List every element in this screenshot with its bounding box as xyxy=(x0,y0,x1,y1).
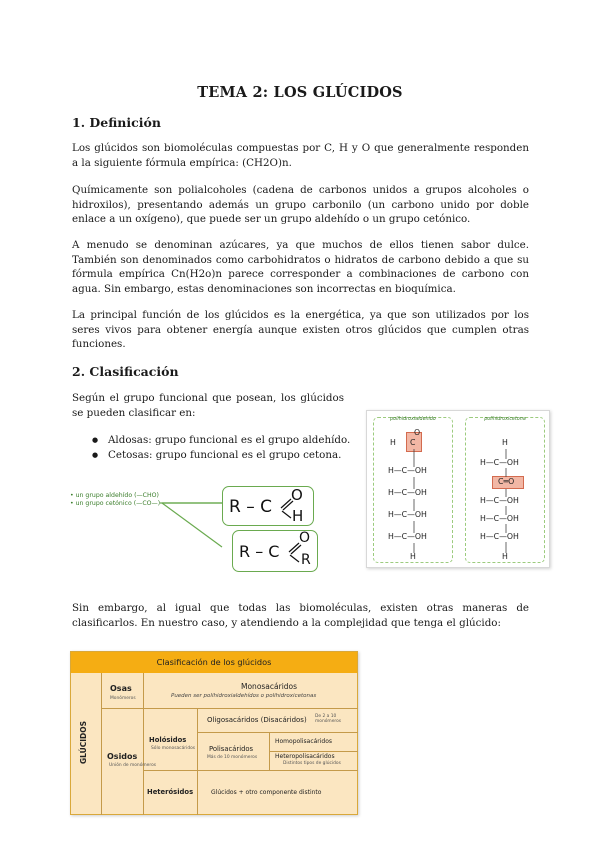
ketone-group-label: • un grupo cetónico (—CO—) xyxy=(70,500,161,507)
paragraph-chemistry: Químicamente son polialcoholes (cadena de carbonos unidos a grupos alcoholes o hidroxilos), presentando además un grupo carbonilo (un carbono unido por doble enlace a un oxígeno), que puede ser un grupo aldehído o un grupo cetónico. xyxy=(72,184,529,226)
chain-row: H—C—OH xyxy=(480,458,519,467)
atom-r-group: R xyxy=(301,552,311,568)
osidos-sub: Unión de monómeros xyxy=(109,763,157,768)
chain-row: H—C—OH xyxy=(480,496,519,505)
section-heading-definicion: 1. Definición xyxy=(72,115,161,130)
classification-list xyxy=(92,433,350,463)
holosidos-label: Holósidos xyxy=(149,736,187,744)
chain-row: H—C—OH xyxy=(480,514,519,523)
chain-row: H—C—OH xyxy=(388,466,427,475)
list-item: ● Cetosas: grupo funcional es el grupo cetona. xyxy=(92,448,350,463)
monosacaridos-label: Monosacáridos xyxy=(241,682,298,691)
oligosacaridos-note: De 2 a 10 monómeros xyxy=(315,714,342,724)
polisacaridos-sub: Más de 10 monómeros xyxy=(207,755,258,760)
aldose-backbone xyxy=(374,418,454,564)
monosacaridos-sub: Pueden ser polihidroxialdehídos o polihidroxicetonas xyxy=(171,693,317,699)
paragraph-function: La principal función de los glúcidos es la energética, ya que son utilizados por los seres vivos para obtener energía aunque existen otros glúcidos que cumplen otras funciones. xyxy=(72,309,529,351)
aldehyde-box xyxy=(222,486,314,526)
oligosacaridos-label: Oligosacáridos (Disacáridos) xyxy=(207,716,307,724)
divider xyxy=(143,770,358,771)
atom-oxygen: O xyxy=(299,530,311,546)
chain-row: H—C—OH xyxy=(388,510,427,519)
atom-o: O xyxy=(414,428,421,437)
table-header: Clasificación de los glúcidos xyxy=(71,652,357,673)
molecule-structure-figure xyxy=(366,410,550,568)
atom-oxygen: O xyxy=(291,486,303,504)
osas-label: Osas xyxy=(110,684,132,693)
hetero-sub: Distintos tipos de glúcidos xyxy=(283,761,341,766)
atom-hydrogen: H xyxy=(292,507,304,525)
osas-sub: Monómeros xyxy=(110,696,136,701)
atom-h: H xyxy=(502,552,508,561)
osidos-label: Osidos xyxy=(107,752,138,761)
chain-row: H—C—OH xyxy=(388,532,427,541)
ketose-backbone xyxy=(466,418,546,564)
divider xyxy=(143,673,144,815)
side-label: GLÚCIDOS xyxy=(79,720,88,764)
homopolisacaridos-label: Homopolisacáridos xyxy=(275,738,333,745)
ketose-panel xyxy=(465,417,545,563)
document-title: TEMA 2: LOS GLÚCIDOS xyxy=(197,84,403,101)
chain-row: H—C—OH xyxy=(388,488,427,497)
classification-table xyxy=(70,651,358,815)
aldehyde-formula: R – C xyxy=(229,497,272,517)
divider xyxy=(197,708,198,815)
atom-h: H xyxy=(502,438,508,447)
carbonyl-group: C═O xyxy=(498,477,515,486)
atom-c: C xyxy=(410,438,416,447)
list-item: ● Aldosas: grupo funcional es el grupo aldehído. xyxy=(92,433,350,448)
paragraph-names: A menudo se denominan azúcares, ya que muchos de ellos tienen sabor dulce. También son denominados como carbohidratos o hidratos de carbono debido a que su fórmula empírica Cn(H2o)n parece corresponder a combinaciones de carbono con agua. Sin embargo, estas denominaciones son incorrectas en bioquímica. xyxy=(72,239,529,295)
heteropolisacaridos-label: Heteropolisacáridos xyxy=(275,753,335,760)
aldose-panel xyxy=(373,417,453,563)
atom-h: H xyxy=(390,438,396,447)
ketone-formula: R – C xyxy=(239,542,280,561)
divider xyxy=(197,732,358,733)
aldose-header: polihidroxialdehído xyxy=(390,417,436,422)
ketone-box xyxy=(232,530,318,572)
heterosidos-desc: Glúcidos + otro componente distinto xyxy=(211,789,322,796)
holosidos-sub: Sólo monosacáridos xyxy=(151,746,196,751)
functional-group-figure xyxy=(70,484,320,576)
polisacaridos-label: Polisacáridos xyxy=(209,745,254,753)
aldehyde-group-label: • un grupo aldehído (—CHO) xyxy=(70,492,159,499)
divider xyxy=(269,751,358,752)
chain-row: H—C—OH xyxy=(480,532,519,541)
paragraph-classification-intro: Según el grupo funcional que posean, los glúcidos se pueden clasificar en: xyxy=(72,392,344,419)
section-heading-clasificacion: 2. Clasificación xyxy=(72,364,179,379)
divider xyxy=(101,708,358,709)
ketose-header: polihidroxicetona xyxy=(484,417,526,422)
divider xyxy=(101,673,102,815)
paragraph-complexity: Sin embargo, al igual que todas las biomoléculas, existen otras maneras de clasificarlos. En nuestro caso, y atendiendo a la complejidad que tenga el glúcido: xyxy=(72,602,529,629)
paragraph-definition: Los glúcidos son biomoléculas compuestas por C, H y O que generalmente responden a la siguiente fórmula empírica: (CH2O)n. xyxy=(72,142,529,169)
heterosidos-label: Heterósidos xyxy=(147,788,194,796)
atom-h: H xyxy=(410,552,416,561)
